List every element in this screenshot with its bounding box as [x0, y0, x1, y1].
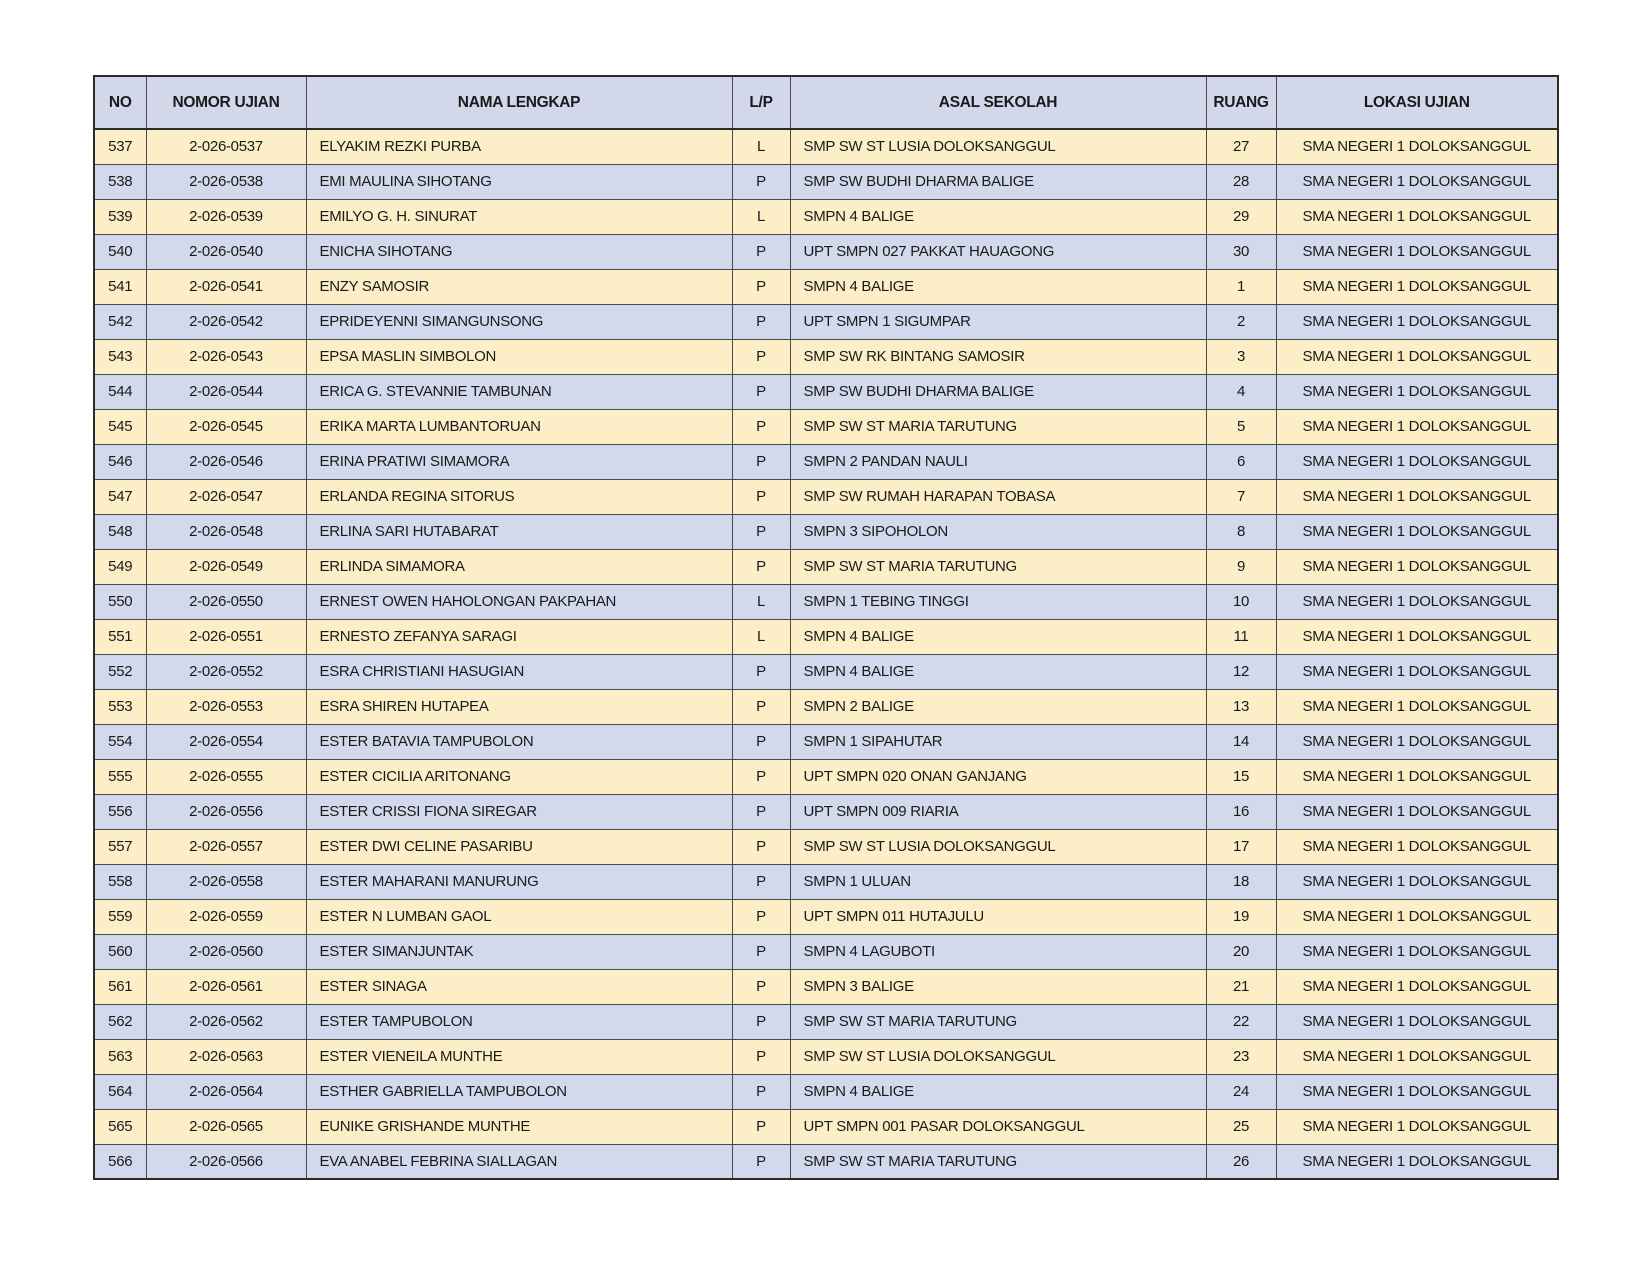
cell-no: 557	[94, 829, 146, 864]
cell-no: 566	[94, 1144, 146, 1179]
cell-ruang: 21	[1206, 969, 1276, 1004]
cell-nama-lengkap: ENICHA SIHOTANG	[306, 234, 732, 269]
cell-lp: L	[732, 129, 790, 164]
cell-no: 550	[94, 584, 146, 619]
cell-asal-sekolah: SMP SW ST LUSIA DOLOKSANGGUL	[790, 1039, 1206, 1074]
table-row	[94, 794, 1558, 829]
cell-lokasi-ujian: SMA NEGERI 1 DOLOKSANGGUL	[1276, 444, 1558, 479]
cell-lokasi-ujian: SMA NEGERI 1 DOLOKSANGGUL	[1276, 1144, 1558, 1179]
table-row	[94, 374, 1558, 409]
cell-no: 545	[94, 409, 146, 444]
table-row	[94, 129, 1558, 164]
cell-asal-sekolah: UPT SMPN 001 PASAR DOLOKSANGGUL	[790, 1109, 1206, 1144]
column-header-no: NO	[94, 76, 146, 129]
cell-no: 562	[94, 1004, 146, 1039]
cell-asal-sekolah: SMPN 3 SIPOHOLON	[790, 514, 1206, 549]
cell-nama-lengkap: ESTER VIENEILA MUNTHE	[306, 1039, 732, 1074]
cell-no: 543	[94, 339, 146, 374]
cell-no: 549	[94, 549, 146, 584]
cell-lp: L	[732, 619, 790, 654]
cell-nomor-ujian: 2-026-0561	[146, 969, 306, 1004]
cell-asal-sekolah: SMP SW RUMAH HARAPAN TOBASA	[790, 479, 1206, 514]
column-header-nomor-ujian: NOMOR UJIAN	[146, 76, 306, 129]
cell-ruang: 25	[1206, 1109, 1276, 1144]
cell-nama-lengkap: ESTER N LUMBAN GAOL	[306, 899, 732, 934]
cell-lokasi-ujian: SMA NEGERI 1 DOLOKSANGGUL	[1276, 1039, 1558, 1074]
cell-lokasi-ujian: SMA NEGERI 1 DOLOKSANGGUL	[1276, 269, 1558, 304]
cell-nama-lengkap: ESTER BATAVIA TAMPUBOLON	[306, 724, 732, 759]
table-row	[94, 199, 1558, 234]
cell-lp: P	[732, 549, 790, 584]
cell-nama-lengkap: ERLINDA SIMAMORA	[306, 549, 732, 584]
cell-nama-lengkap: ERICA G. STEVANNIE TAMBUNAN	[306, 374, 732, 409]
cell-no: 561	[94, 969, 146, 1004]
cell-no: 559	[94, 899, 146, 934]
cell-lp: P	[732, 1144, 790, 1179]
cell-lp: P	[732, 689, 790, 724]
cell-asal-sekolah: SMPN 2 BALIGE	[790, 689, 1206, 724]
cell-lokasi-ujian: SMA NEGERI 1 DOLOKSANGGUL	[1276, 794, 1558, 829]
cell-nomor-ujian: 2-026-0558	[146, 864, 306, 899]
cell-no: 538	[94, 164, 146, 199]
table-row	[94, 689, 1558, 724]
table-row	[94, 1039, 1558, 1074]
cell-nomor-ujian: 2-026-0543	[146, 339, 306, 374]
cell-no: 560	[94, 934, 146, 969]
cell-ruang: 28	[1206, 164, 1276, 199]
table-row	[94, 304, 1558, 339]
cell-ruang: 4	[1206, 374, 1276, 409]
cell-asal-sekolah: SMP SW BUDHI DHARMA BALIGE	[790, 164, 1206, 199]
cell-ruang: 22	[1206, 1004, 1276, 1039]
cell-nomor-ujian: 2-026-0539	[146, 199, 306, 234]
cell-nomor-ujian: 2-026-0554	[146, 724, 306, 759]
cell-lokasi-ujian: SMA NEGERI 1 DOLOKSANGGUL	[1276, 864, 1558, 899]
cell-nama-lengkap: EPSA MASLIN SIMBOLON	[306, 339, 732, 374]
cell-lp: P	[732, 759, 790, 794]
cell-lp: P	[732, 1004, 790, 1039]
cell-nama-lengkap: ESTHER GABRIELLA TAMPUBOLON	[306, 1074, 732, 1109]
table-row	[94, 899, 1558, 934]
cell-no: 553	[94, 689, 146, 724]
cell-nama-lengkap: EPRIDEYENNI SIMANGUNSONG	[306, 304, 732, 339]
table-row	[94, 1109, 1558, 1144]
cell-lokasi-ujian: SMA NEGERI 1 DOLOKSANGGUL	[1276, 164, 1558, 199]
table-row	[94, 339, 1558, 374]
cell-no: 548	[94, 514, 146, 549]
cell-asal-sekolah: SMP SW ST MARIA TARUTUNG	[790, 1004, 1206, 1039]
cell-nomor-ujian: 2-026-0555	[146, 759, 306, 794]
cell-lp: P	[732, 654, 790, 689]
cell-ruang: 9	[1206, 549, 1276, 584]
cell-ruang: 19	[1206, 899, 1276, 934]
cell-nama-lengkap: EMILYO G. H. SINURAT	[306, 199, 732, 234]
cell-nomor-ujian: 2-026-0551	[146, 619, 306, 654]
cell-asal-sekolah: SMP SW ST MARIA TARUTUNG	[790, 549, 1206, 584]
cell-ruang: 16	[1206, 794, 1276, 829]
cell-no: 540	[94, 234, 146, 269]
cell-asal-sekolah: SMP SW ST LUSIA DOLOKSANGGUL	[790, 129, 1206, 164]
cell-lp: P	[732, 724, 790, 759]
cell-lokasi-ujian: SMA NEGERI 1 DOLOKSANGGUL	[1276, 899, 1558, 934]
table-row	[94, 269, 1558, 304]
cell-asal-sekolah: SMPN 4 BALIGE	[790, 1074, 1206, 1109]
table-row	[94, 864, 1558, 899]
cell-asal-sekolah: SMP SW RK BINTANG SAMOSIR	[790, 339, 1206, 374]
cell-no: 547	[94, 479, 146, 514]
cell-lokasi-ujian: SMA NEGERI 1 DOLOKSANGGUL	[1276, 304, 1558, 339]
table-row	[94, 619, 1558, 654]
cell-nama-lengkap: EVA ANABEL FEBRINA SIALLAGAN	[306, 1144, 732, 1179]
cell-nama-lengkap: ERINA PRATIWI SIMAMORA	[306, 444, 732, 479]
cell-asal-sekolah: SMP SW ST MARIA TARUTUNG	[790, 1144, 1206, 1179]
cell-no: 541	[94, 269, 146, 304]
cell-asal-sekolah: SMPN 4 BALIGE	[790, 199, 1206, 234]
cell-nomor-ujian: 2-026-0540	[146, 234, 306, 269]
table-row	[94, 549, 1558, 584]
cell-lokasi-ujian: SMA NEGERI 1 DOLOKSANGGUL	[1276, 234, 1558, 269]
cell-nomor-ujian: 2-026-0557	[146, 829, 306, 864]
table-row	[94, 444, 1558, 479]
table-row	[94, 514, 1558, 549]
cell-lokasi-ujian: SMA NEGERI 1 DOLOKSANGGUL	[1276, 514, 1558, 549]
cell-asal-sekolah: UPT SMPN 009 RIARIA	[790, 794, 1206, 829]
column-header-ruang: RUANG	[1206, 76, 1276, 129]
cell-ruang: 30	[1206, 234, 1276, 269]
cell-lp: P	[732, 444, 790, 479]
cell-no: 537	[94, 129, 146, 164]
table-row	[94, 409, 1558, 444]
cell-nomor-ujian: 2-026-0565	[146, 1109, 306, 1144]
cell-ruang: 5	[1206, 409, 1276, 444]
cell-lp: P	[732, 794, 790, 829]
cell-asal-sekolah: SMPN 4 BALIGE	[790, 269, 1206, 304]
cell-ruang: 10	[1206, 584, 1276, 619]
cell-lp: L	[732, 584, 790, 619]
cell-nama-lengkap: ESTER MAHARANI MANURUNG	[306, 864, 732, 899]
cell-asal-sekolah: UPT SMPN 020 ONAN GANJANG	[790, 759, 1206, 794]
cell-asal-sekolah: SMP SW ST MARIA TARUTUNG	[790, 409, 1206, 444]
cell-ruang: 27	[1206, 129, 1276, 164]
cell-lokasi-ujian: SMA NEGERI 1 DOLOKSANGGUL	[1276, 759, 1558, 794]
cell-lokasi-ujian: SMA NEGERI 1 DOLOKSANGGUL	[1276, 584, 1558, 619]
cell-nama-lengkap: ERIKA MARTA LUMBANTORUAN	[306, 409, 732, 444]
cell-ruang: 12	[1206, 654, 1276, 689]
cell-lp: P	[732, 304, 790, 339]
cell-lokasi-ujian: SMA NEGERI 1 DOLOKSANGGUL	[1276, 1074, 1558, 1109]
cell-nama-lengkap: ENZY SAMOSIR	[306, 269, 732, 304]
cell-asal-sekolah: UPT SMPN 011 HUTAJULU	[790, 899, 1206, 934]
cell-nomor-ujian: 2-026-0537	[146, 129, 306, 164]
cell-nama-lengkap: ESTER TAMPUBOLON	[306, 1004, 732, 1039]
cell-asal-sekolah: SMPN 4 LAGUBOTI	[790, 934, 1206, 969]
table-row	[94, 584, 1558, 619]
cell-no: 551	[94, 619, 146, 654]
column-header-nama-lengkap: NAMA LENGKAP	[306, 76, 732, 129]
cell-nomor-ujian: 2-026-0546	[146, 444, 306, 479]
cell-lokasi-ujian: SMA NEGERI 1 DOLOKSANGGUL	[1276, 129, 1558, 164]
cell-nama-lengkap: ELYAKIM REZKI PURBA	[306, 129, 732, 164]
cell-nomor-ujian: 2-026-0556	[146, 794, 306, 829]
cell-nomor-ujian: 2-026-0562	[146, 1004, 306, 1039]
cell-ruang: 13	[1206, 689, 1276, 724]
cell-asal-sekolah: SMP SW ST LUSIA DOLOKSANGGUL	[790, 829, 1206, 864]
cell-nomor-ujian: 2-026-0553	[146, 689, 306, 724]
table-row	[94, 234, 1558, 269]
column-header-lokasi-ujian: LOKASI UJIAN	[1276, 76, 1558, 129]
cell-asal-sekolah: UPT SMPN 027 PAKKAT HAUAGONG	[790, 234, 1206, 269]
table-header-row	[94, 76, 1558, 129]
table-row	[94, 1144, 1558, 1179]
cell-lokasi-ujian: SMA NEGERI 1 DOLOKSANGGUL	[1276, 549, 1558, 584]
cell-nomor-ujian: 2-026-0559	[146, 899, 306, 934]
cell-no: 556	[94, 794, 146, 829]
cell-lp: P	[732, 969, 790, 1004]
cell-asal-sekolah: SMPN 1 SIPAHUTAR	[790, 724, 1206, 759]
cell-asal-sekolah: SMPN 1 ULUAN	[790, 864, 1206, 899]
cell-nomor-ujian: 2-026-0548	[146, 514, 306, 549]
cell-lp: P	[732, 864, 790, 899]
cell-ruang: 7	[1206, 479, 1276, 514]
cell-ruang: 3	[1206, 339, 1276, 374]
cell-lp: P	[732, 829, 790, 864]
cell-ruang: 15	[1206, 759, 1276, 794]
cell-ruang: 1	[1206, 269, 1276, 304]
cell-nama-lengkap: EUNIKE GRISHANDE MUNTHE	[306, 1109, 732, 1144]
cell-asal-sekolah: UPT SMPN 1 SIGUMPAR	[790, 304, 1206, 339]
cell-no: 539	[94, 199, 146, 234]
cell-nomor-ujian: 2-026-0541	[146, 269, 306, 304]
cell-nomor-ujian: 2-026-0538	[146, 164, 306, 199]
cell-lp: P	[732, 234, 790, 269]
cell-nomor-ujian: 2-026-0566	[146, 1144, 306, 1179]
cell-lp: P	[732, 514, 790, 549]
cell-asal-sekolah: SMPN 4 BALIGE	[790, 619, 1206, 654]
cell-lokasi-ujian: SMA NEGERI 1 DOLOKSANGGUL	[1276, 409, 1558, 444]
cell-lokasi-ujian: SMA NEGERI 1 DOLOKSANGGUL	[1276, 1004, 1558, 1039]
cell-lokasi-ujian: SMA NEGERI 1 DOLOKSANGGUL	[1276, 619, 1558, 654]
cell-lokasi-ujian: SMA NEGERI 1 DOLOKSANGGUL	[1276, 724, 1558, 759]
cell-ruang: 24	[1206, 1074, 1276, 1109]
table-row	[94, 1074, 1558, 1109]
table-row	[94, 969, 1558, 1004]
cell-lokasi-ujian: SMA NEGERI 1 DOLOKSANGGUL	[1276, 479, 1558, 514]
cell-ruang: 18	[1206, 864, 1276, 899]
cell-nomor-ujian: 2-026-0545	[146, 409, 306, 444]
cell-lokasi-ujian: SMA NEGERI 1 DOLOKSANGGUL	[1276, 689, 1558, 724]
cell-nama-lengkap: ERLINA SARI HUTABARAT	[306, 514, 732, 549]
cell-ruang: 29	[1206, 199, 1276, 234]
cell-ruang: 8	[1206, 514, 1276, 549]
cell-lp: P	[732, 1039, 790, 1074]
cell-ruang: 17	[1206, 829, 1276, 864]
cell-lokasi-ujian: SMA NEGERI 1 DOLOKSANGGUL	[1276, 199, 1558, 234]
cell-nama-lengkap: ESTER DWI CELINE PASARIBU	[306, 829, 732, 864]
cell-nama-lengkap: ESTER CRISSI FIONA SIREGAR	[306, 794, 732, 829]
cell-ruang: 6	[1206, 444, 1276, 479]
cell-lp: P	[732, 409, 790, 444]
cell-lokasi-ujian: SMA NEGERI 1 DOLOKSANGGUL	[1276, 339, 1558, 374]
cell-nomor-ujian: 2-026-0550	[146, 584, 306, 619]
cell-nama-lengkap: ESRA SHIREN HUTAPEA	[306, 689, 732, 724]
column-header-asal-sekolah: ASAL SEKOLAH	[790, 76, 1206, 129]
cell-nama-lengkap: ERNESTO ZEFANYA SARAGI	[306, 619, 732, 654]
table-row	[94, 934, 1558, 969]
table-row	[94, 164, 1558, 199]
cell-no: 564	[94, 1074, 146, 1109]
cell-nomor-ujian: 2-026-0549	[146, 549, 306, 584]
cell-lp: P	[732, 269, 790, 304]
cell-lokasi-ujian: SMA NEGERI 1 DOLOKSANGGUL	[1276, 374, 1558, 409]
cell-no: 563	[94, 1039, 146, 1074]
cell-lokasi-ujian: SMA NEGERI 1 DOLOKSANGGUL	[1276, 1109, 1558, 1144]
cell-nama-lengkap: ESRA CHRISTIANI HASUGIAN	[306, 654, 732, 689]
cell-ruang: 11	[1206, 619, 1276, 654]
cell-lp: P	[732, 1109, 790, 1144]
cell-nomor-ujian: 2-026-0563	[146, 1039, 306, 1074]
cell-no: 546	[94, 444, 146, 479]
table-row	[94, 829, 1558, 864]
cell-no: 544	[94, 374, 146, 409]
cell-lp: P	[732, 374, 790, 409]
cell-nama-lengkap: ESTER SINAGA	[306, 969, 732, 1004]
cell-lokasi-ujian: SMA NEGERI 1 DOLOKSANGGUL	[1276, 654, 1558, 689]
cell-nomor-ujian: 2-026-0544	[146, 374, 306, 409]
cell-asal-sekolah: SMPN 1 TEBING TINGGI	[790, 584, 1206, 619]
cell-nomor-ujian: 2-026-0547	[146, 479, 306, 514]
cell-ruang: 2	[1206, 304, 1276, 339]
cell-lp: P	[732, 164, 790, 199]
exam-participants-table	[93, 75, 1559, 1180]
table-row	[94, 724, 1558, 759]
cell-no: 542	[94, 304, 146, 339]
cell-lp: L	[732, 199, 790, 234]
cell-nama-lengkap: ERNEST OWEN HAHOLONGAN PAKPAHAN	[306, 584, 732, 619]
cell-ruang: 14	[1206, 724, 1276, 759]
cell-lokasi-ujian: SMA NEGERI 1 DOLOKSANGGUL	[1276, 829, 1558, 864]
cell-asal-sekolah: SMPN 4 BALIGE	[790, 654, 1206, 689]
cell-no: 565	[94, 1109, 146, 1144]
cell-lp: P	[732, 1074, 790, 1109]
table-row	[94, 479, 1558, 514]
column-header-lp: L/P	[732, 76, 790, 129]
cell-asal-sekolah: SMPN 3 BALIGE	[790, 969, 1206, 1004]
cell-nomor-ujian: 2-026-0542	[146, 304, 306, 339]
cell-lp: P	[732, 339, 790, 374]
cell-lp: P	[732, 899, 790, 934]
table-row	[94, 759, 1558, 794]
cell-nama-lengkap: ESTER SIMANJUNTAK	[306, 934, 732, 969]
cell-nama-lengkap: ESTER CICILIA ARITONANG	[306, 759, 732, 794]
cell-no: 555	[94, 759, 146, 794]
cell-lokasi-ujian: SMA NEGERI 1 DOLOKSANGGUL	[1276, 969, 1558, 1004]
cell-ruang: 23	[1206, 1039, 1276, 1074]
cell-lokasi-ujian: SMA NEGERI 1 DOLOKSANGGUL	[1276, 934, 1558, 969]
cell-ruang: 20	[1206, 934, 1276, 969]
cell-nomor-ujian: 2-026-0560	[146, 934, 306, 969]
cell-ruang: 26	[1206, 1144, 1276, 1179]
cell-no: 554	[94, 724, 146, 759]
cell-nama-lengkap: EMI MAULINA SIHOTANG	[306, 164, 732, 199]
cell-no: 552	[94, 654, 146, 689]
cell-asal-sekolah: SMPN 2 PANDAN NAULI	[790, 444, 1206, 479]
cell-no: 558	[94, 864, 146, 899]
table-row	[94, 654, 1558, 689]
cell-lp: P	[732, 934, 790, 969]
cell-nomor-ujian: 2-026-0564	[146, 1074, 306, 1109]
cell-nama-lengkap: ERLANDA REGINA SITORUS	[306, 479, 732, 514]
cell-asal-sekolah: SMP SW BUDHI DHARMA BALIGE	[790, 374, 1206, 409]
table-row	[94, 1004, 1558, 1039]
cell-nomor-ujian: 2-026-0552	[146, 654, 306, 689]
cell-lp: P	[732, 479, 790, 514]
